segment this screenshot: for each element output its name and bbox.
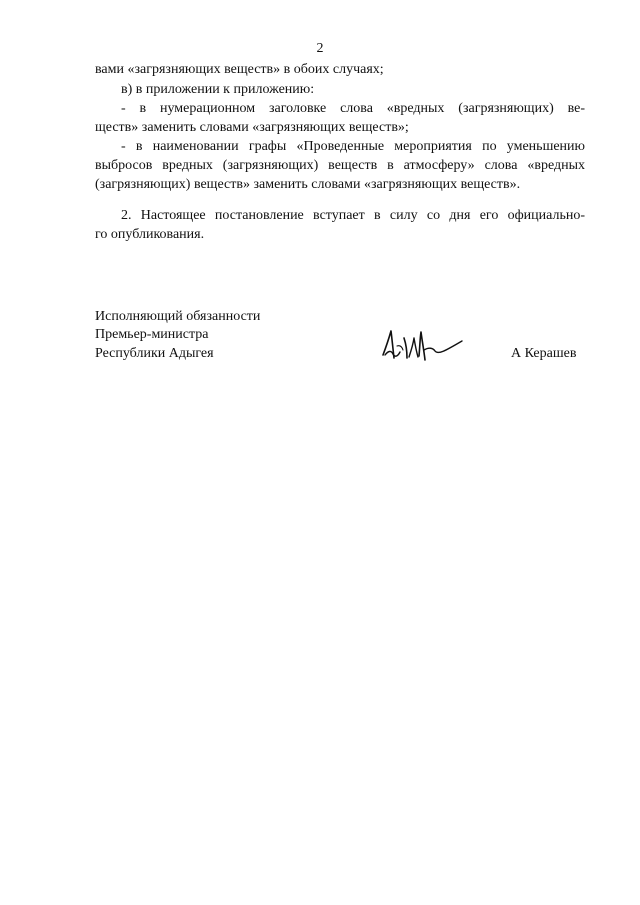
handwritten-signature: [378, 327, 464, 363]
body-line-3: - в нумерационном заголовке слова «вредных (загрязняющих) ве-: [121, 101, 585, 116]
body-line-6: выбросов вредных (загрязняющих) веществ в атмосферу» слова «вредных: [95, 158, 585, 173]
signer-name: А Керашев: [511, 346, 577, 361]
body-line-7: (загрязняющих) веществ» заменить словами «загрязняющих веществ».: [95, 177, 521, 192]
body-line-9: го опубликования.: [95, 227, 205, 242]
body-line-4: ществ» заменить словами «загрязняющих веществ»;: [95, 120, 409, 135]
body-line-8: 2. Настоящее постановление вступает в силу со дня его официально-: [121, 208, 585, 223]
signer-title-line-1: Исполняющий обязанности: [95, 309, 261, 324]
body-line-2: в) в приложении к приложению:: [121, 82, 315, 97]
body-line-1: вами «загрязняющих веществ» в обоих случаях;: [95, 62, 384, 77]
body-line-5: - в наименовании графы «Проведенные мероприятия по уменьшению: [121, 139, 585, 154]
signer-title-line-2: Премьер-министра: [95, 327, 209, 342]
signer-title-line-3: Республики Адыгея: [95, 346, 214, 361]
page-number: 2: [316, 41, 324, 56]
